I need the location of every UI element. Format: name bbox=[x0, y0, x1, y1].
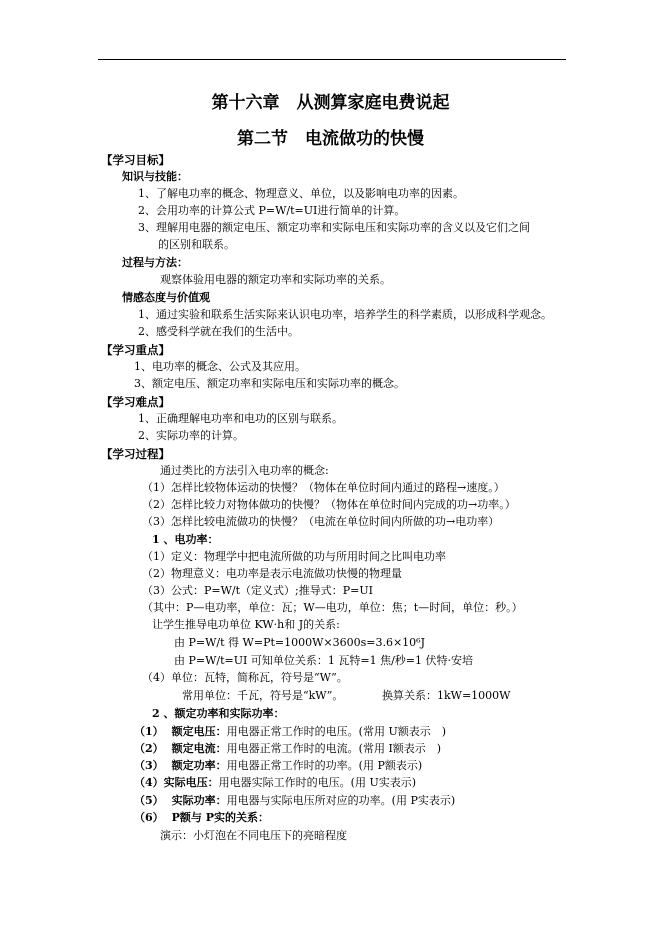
header-rule bbox=[98, 59, 566, 60]
rated-power-row bbox=[134, 759, 422, 773]
power-common-unit: 常用单位：千瓦，符号是“kW”。 bbox=[182, 689, 344, 702]
row-number: （1） bbox=[134, 725, 164, 738]
difficulties-header: 【学习难点】 bbox=[101, 395, 170, 409]
knowledge-item-3-cont: 的区别和联系。 bbox=[158, 238, 235, 251]
emotion-item-1: 1、通过实验和联系生活实际来认识电功率，培养学生的科学素质，以形成科学观念。 bbox=[138, 308, 552, 321]
emotion-header: 情感态度与价值观 bbox=[122, 291, 210, 304]
derive-step-1: 由 P=W/t 得 W=Pt=1000W×3600s=3.6×10⁶J bbox=[174, 636, 426, 649]
learning-process-header: 【学习过程】 bbox=[101, 447, 170, 461]
process-method-item: 观察体验用电器的额定功率和实际功率的关系。 bbox=[160, 273, 391, 286]
row-number: （3） bbox=[134, 759, 164, 772]
knowledge-item-1: 1、了解电功率的概念、物理意义、单位，以及影响电功率的因素。 bbox=[138, 187, 464, 200]
rated-current-row bbox=[134, 742, 441, 756]
power-unit: （4）单位：瓦特，简称瓦，符号是“W”。 bbox=[142, 671, 348, 684]
actual-power-row bbox=[134, 794, 455, 808]
row-number: （2） bbox=[134, 742, 164, 755]
actual-voltage-text: 用电器实际工作时的电压。(用 U实表示) bbox=[218, 776, 417, 789]
rated-voltage-text: 用电器正常工作时的电压。(常用 U额表示 ) bbox=[226, 725, 447, 738]
emotion-item-2: 2、感受科学就在我们的生活中。 bbox=[138, 325, 299, 338]
power-formula: （3）公式：P=W/t（定义式）;推导式：P=UI bbox=[142, 584, 373, 597]
actual-voltage-row bbox=[134, 776, 416, 790]
question-2: （2）怎样比较力对物体做功的快慢？（物体在单位时间内完成的功→功率。） bbox=[142, 498, 516, 511]
row-number: （6） bbox=[134, 811, 164, 824]
difficulty-2: 2、实际功率的计算。 bbox=[138, 429, 244, 442]
derive-step-2: 由 P=W/t=UI 可知单位关系：1 瓦特=1 焦/秒=1 伏特·安培 bbox=[174, 654, 473, 667]
question-3: （3）怎样比较电流做功的快慢？（电流在单位时间内所做的功→电功率） bbox=[142, 515, 500, 528]
power-section-header: 1 、电功率： bbox=[152, 533, 219, 546]
knowledge-item-2: 2、会用功率的计算公式 P=W/t=UI进行简单的计算。 bbox=[138, 204, 406, 217]
row-number: （5） bbox=[134, 794, 164, 807]
goals-header: 【学习目标】 bbox=[101, 153, 170, 167]
rated-current-text: 用电器正常工作时的电流。(常用 I额表示 ) bbox=[226, 742, 442, 755]
actual-power-term: 实际功率： bbox=[171, 794, 227, 807]
rated-actual-section-header: 2 、额定功率和实际功率： bbox=[152, 707, 285, 720]
key-point-2: 3、额定电压、额定功率和实际电压和实际功率的概念。 bbox=[134, 377, 405, 390]
demo-line: 演示：小灯泡在不同电压下的亮暗程度 bbox=[160, 829, 347, 842]
knowledge-header: 知识与技能： bbox=[122, 170, 188, 183]
power-meaning: （2）物理意义：电功率是表示电流做功快慢的物理量 bbox=[142, 567, 402, 580]
rated-power-text: 用电器正常工作时的功率。(用 P额表示) bbox=[226, 759, 423, 772]
question-1: （1）怎样比较物体运动的快慢？（物体在单位时间内通过的路程→速度。） bbox=[142, 481, 505, 494]
rated-power-term: 额定功率： bbox=[171, 759, 227, 772]
derive-prompt: 让学生推导电功单位 KW·h和 J的关系: bbox=[152, 618, 340, 631]
rated-actual-relation-row bbox=[134, 811, 269, 825]
intro-line: 通过类比的方法引入电功率的概念: bbox=[160, 464, 329, 477]
chapter-title: 第十六章 从测算家庭电费说起 bbox=[211, 93, 450, 113]
power-formula-note: （其中：P—电功率，单位：瓦；W—电功，单位：焦；t—时间，单位：秒。） bbox=[142, 601, 523, 614]
power-unit-conversion: 换算关系：1kW=1000W bbox=[382, 689, 511, 702]
key-points-header: 【学习重点】 bbox=[101, 343, 170, 357]
rated-voltage-row bbox=[134, 725, 446, 739]
key-point-1: 1、电功率的概念、公式及其应用。 bbox=[134, 360, 306, 373]
actual-voltage-term: 实际电压： bbox=[163, 776, 219, 789]
rated-voltage-term: 额定电压： bbox=[171, 725, 227, 738]
process-method-header: 过程与方法： bbox=[122, 256, 188, 269]
section-title: 第二节 电流做功的快慢 bbox=[237, 129, 424, 149]
power-definition: （1）定义：物理学中把电流所做的功与所用时间之比叫电功率 bbox=[142, 550, 446, 563]
difficulty-1: 1、正确理解电功率和电功的区别与联系。 bbox=[138, 412, 343, 425]
rated-actual-relation-term: P额与 P实的关系： bbox=[171, 811, 270, 824]
row-number: （4） bbox=[134, 776, 164, 789]
actual-power-text: 用电器与实际电压所对应的功率。(用 P实表示) bbox=[226, 794, 456, 807]
knowledge-item-3: 3、理解用电器的额定电压、额定功率和实际电压和实际功率的含义以及它们之间 bbox=[138, 221, 530, 234]
rated-current-term: 额定电流： bbox=[171, 742, 227, 755]
